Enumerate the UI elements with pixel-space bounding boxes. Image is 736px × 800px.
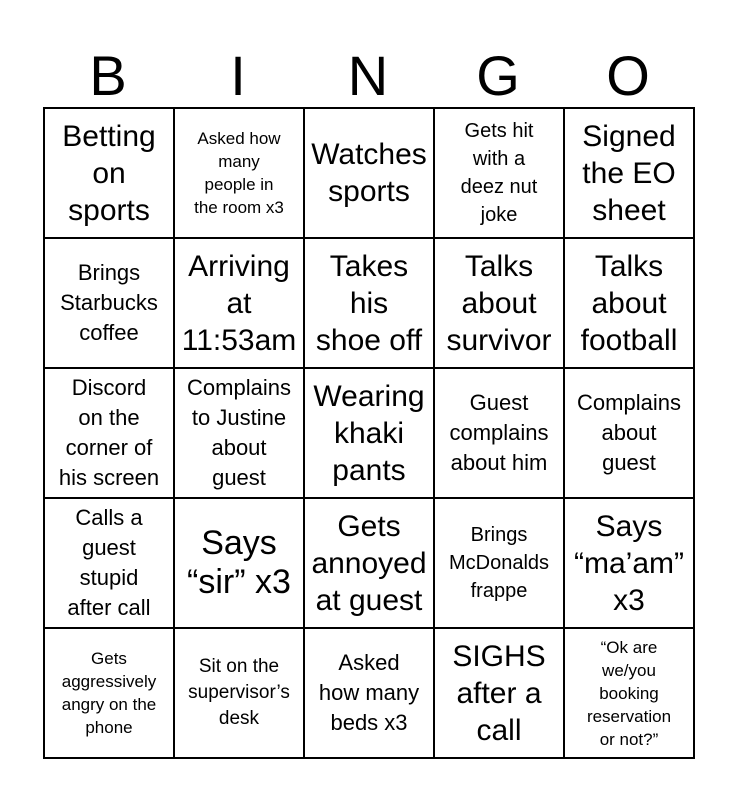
header-letter-n: N: [347, 44, 389, 107]
bingo-cell[interactable]: Betting on sports: [45, 109, 175, 239]
bingo-cell[interactable]: Watches sports: [305, 109, 435, 239]
bingo-cell[interactable]: Discord on the corner of his screen: [45, 369, 175, 499]
header-letter-g: G: [476, 44, 520, 107]
bingo-cell[interactable]: Sit on the supervisor’s desk: [175, 629, 305, 759]
bingo-board: [43, 107, 695, 759]
bingo-cell[interactable]: SIGHS after a call: [435, 629, 565, 759]
bingo-cell[interactable]: Asked how many people in the room x3: [175, 109, 305, 239]
bingo-cell[interactable]: Talks about survivor: [435, 239, 565, 369]
bingo-cell[interactable]: Brings Starbucks coffee: [45, 239, 175, 369]
bingo-cell[interactable]: Signed the EO sheet: [565, 109, 695, 239]
bingo-cell[interactable]: Asked how many beds x3: [305, 629, 435, 759]
bingo-cell[interactable]: Guest complains about him: [435, 369, 565, 499]
header-letter-b: B: [89, 44, 127, 107]
bingo-cell[interactable]: “Ok are we/you booking reservation or not?”: [565, 629, 695, 759]
bingo-cell[interactable]: Complains about guest: [565, 369, 695, 499]
bingo-cell[interactable]: Brings McDonalds frappe: [435, 499, 565, 629]
bingo-cell[interactable]: Calls a guest stupid after call: [45, 499, 175, 629]
header-letter-i: I: [230, 44, 246, 107]
bingo-cell[interactable]: Gets annoyed at guest: [305, 499, 435, 629]
bingo-cell[interactable]: Talks about football: [565, 239, 695, 369]
bingo-cell[interactable]: Gets aggressively angry on the phone: [45, 629, 175, 759]
bingo-cell[interactable]: Says “ma’am” x3: [565, 499, 695, 629]
bingo-cell[interactable]: Complains to Justine about guest: [175, 369, 305, 499]
header-letter-o: O: [606, 44, 650, 107]
bingo-cell[interactable]: Gets hit with a deez nut joke: [435, 109, 565, 239]
bingo-cell[interactable]: Says “sir” x3: [175, 499, 305, 629]
bingo-cell[interactable]: Wearing khaki pants: [305, 369, 435, 499]
bingo-header: [43, 44, 693, 108]
bingo-cell[interactable]: Arriving at 11:53am: [175, 239, 305, 369]
bingo-cell[interactable]: Takes his shoe off: [305, 239, 435, 369]
